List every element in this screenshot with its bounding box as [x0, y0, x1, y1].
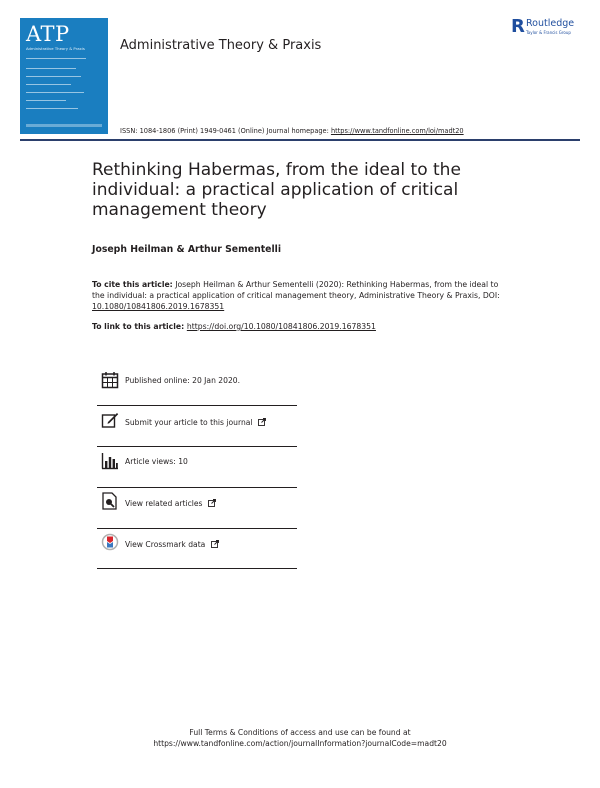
- issn-line: [120, 127, 464, 135]
- publisher-tagline: Taylor & Francis Group: [526, 30, 571, 35]
- journal-homepage-link[interactable]: https://www.tandfonline.com/loi/madt20: [330, 127, 464, 135]
- citation-doi-link[interactable]: 10.1080/10841806.2019.1678351: [92, 302, 225, 311]
- published-date: Published online: 20 Jan 2020.: [125, 376, 241, 385]
- citation-label: To cite this article:: [92, 280, 173, 289]
- cover-decor: [26, 76, 81, 77]
- link-to-label: To link to this article:: [92, 322, 187, 331]
- meta-divider: [97, 568, 297, 569]
- external-link-icon: [258, 418, 266, 426]
- document-search-icon: [101, 492, 119, 510]
- cover-decor: [26, 100, 66, 101]
- meta-views: [97, 446, 297, 487]
- citation-text: Joseph Heilman & Arthur Sementelli (2020): Rethinking Habermas, from the ideal to the individual: a practical application of critical management theory, Administrative Theory & Praxis, DOI:: [92, 280, 500, 300]
- cover-footer-bar: [26, 124, 102, 127]
- meta-submit[interactable]: [97, 405, 297, 446]
- terms-text: Full Terms & Conditions of access and use can be found at: [189, 728, 411, 737]
- article-authors: Joseph Heilman & Arthur Sementelli: [92, 244, 282, 255]
- cover-decor: [26, 68, 76, 69]
- publisher-name: Routledge: [526, 18, 575, 29]
- cover-decor: [26, 92, 84, 93]
- external-link-icon: [208, 499, 216, 507]
- header-divider: [20, 139, 580, 141]
- citation-block: [92, 279, 512, 312]
- link-to-article: [92, 322, 376, 331]
- cover-decor: [26, 58, 86, 59]
- terms-footer: [0, 727, 600, 749]
- meta-published: [97, 364, 297, 405]
- submit-article-link[interactable]: Submit your article to this journal: [125, 418, 253, 427]
- calendar-icon: [101, 371, 119, 389]
- cover-decor: [26, 108, 78, 109]
- routledge-r-icon: R: [511, 16, 525, 37]
- crossmark-icon: [101, 533, 119, 551]
- cover-subtitle: Administrative Theory & Praxis: [26, 46, 85, 51]
- article-title: Rethinking Habermas, from the ideal to the individual: a practical application of critical management theory: [92, 160, 461, 220]
- cover-decor: [26, 84, 71, 85]
- article-views: Article views: 10: [125, 457, 188, 466]
- cover-logo: ATP: [26, 22, 70, 46]
- meta-crossmark[interactable]: [97, 528, 297, 569]
- journal-title[interactable]: Administrative Theory & Praxis: [120, 38, 322, 53]
- routledge-logo[interactable]: [511, 17, 591, 39]
- article-doi-link[interactable]: https://doi.org/10.1080/10841806.2019.1678351: [186, 322, 376, 331]
- issn-text: ISSN: 1084-1806 (Print) 1949-0461 (Online) Journal homepage:: [120, 127, 331, 135]
- external-link-icon: [211, 540, 219, 548]
- meta-related[interactable]: [97, 487, 297, 528]
- journal-cover-image: [20, 18, 108, 134]
- related-articles-link[interactable]: View related articles: [125, 499, 203, 508]
- terms-link[interactable]: https://www.tandfonline.com/action/journalInformation?journalCode=madt20: [153, 739, 447, 748]
- crossmark-link[interactable]: View Crossmark data: [125, 540, 206, 549]
- edit-icon: [101, 411, 119, 429]
- bar-chart-icon: [101, 452, 119, 470]
